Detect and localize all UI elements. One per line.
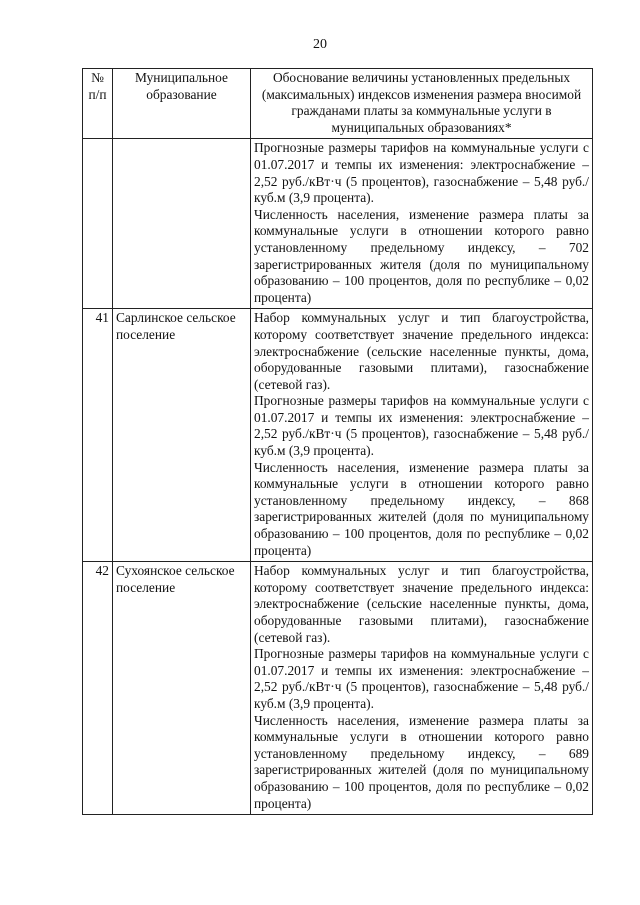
tariff-index-table bbox=[82, 68, 593, 815]
paragraph-tariffs: Прогнозные размеры тарифов на коммунальные услуги с 01.07.2017 и темпы их изменения: электроснабжение – 2,52 руб./кВт·ч (5 процентов), газоснабжение – 5,48 руб./куб.м (3,9 процента). bbox=[254, 140, 589, 206]
paragraph-population: Численность населения, изменение размера платы за коммунальные услуги в отношении которого равно установленному предельному индексу, – 689 зарегистрированных жителей (доля по муниципальному образованию – 100 процентов, доля по республике – 0,02 процента) bbox=[254, 712, 589, 811]
paragraph-tariffs: Прогнозные размеры тарифов на коммунальные услуги с 01.07.2017 и темпы их изменения: электроснабжение – 2,52 руб./кВт·ч (5 процентов), газоснабжение – 5,48 руб./куб.м (3,9 процента). bbox=[254, 646, 589, 711]
page-number: 20 bbox=[313, 37, 327, 52]
table-row bbox=[83, 139, 593, 309]
row-num: 41 bbox=[83, 309, 113, 562]
paragraph-tariffs: Прогнозные размеры тарифов на коммунальные услуги с 01.07.2017 и темпы их изменения: электроснабжение – 2,52 руб./кВт·ч (5 процентов), газоснабжение – 5,48 руб./куб.м (3,9 процента). bbox=[254, 393, 589, 459]
paragraph-services: Набор коммунальных услуг и тип благоустройства, которому соответствует значение предельного индекса: электроснабжение (сельские населенные пункты, дома, оборудованные газовыми плитами), газоснабжение (сетевой газ). bbox=[254, 310, 589, 392]
header-justification: Обоснование величины установленных предельных (максимальных) индексов изменения размера вносимой гражданами платы за коммунальные услуги в муниципальных образованиях* bbox=[251, 69, 593, 139]
row-municipality bbox=[113, 139, 251, 309]
row-municipality: Сухоянское сельское поселение bbox=[113, 562, 251, 815]
row-municipality: Сарлинское сельское поселение bbox=[113, 309, 251, 562]
table-row bbox=[83, 309, 593, 562]
row-num: 42 bbox=[83, 562, 113, 815]
row-justification bbox=[251, 562, 593, 815]
header-municipality: Муниципальное образование bbox=[113, 69, 251, 139]
table-row bbox=[83, 562, 593, 815]
row-num bbox=[83, 139, 113, 309]
table-header-row bbox=[83, 69, 593, 139]
paragraph-services: Набор коммунальных услуг и тип благоустройства, которому соответствует значение предельного индекса: электроснабжение (сельские населенные пункты, дома, оборудованные газовыми плитами), газоснабжение (сетевой газ). bbox=[254, 563, 589, 645]
row-justification bbox=[251, 139, 593, 309]
row-justification bbox=[251, 309, 593, 562]
header-num: № п/п bbox=[83, 69, 113, 139]
paragraph-population: Численность населения, изменение размера платы за коммунальные услуги в отношении которого равно установленному предельному индексу, – 702 зарегистрированных жителя (доля по муниципальному образованию – 100 процентов, доля по республике – 0,02 процента) bbox=[254, 206, 589, 305]
paragraph-population: Численность населения, изменение размера платы за коммунальные услуги в отношении которого равно установленному предельному индексу, – 868 зарегистрированных жителей (доля по муниципальному образованию – 100 процентов, доля по республике – 0,02 процента) bbox=[254, 459, 589, 558]
